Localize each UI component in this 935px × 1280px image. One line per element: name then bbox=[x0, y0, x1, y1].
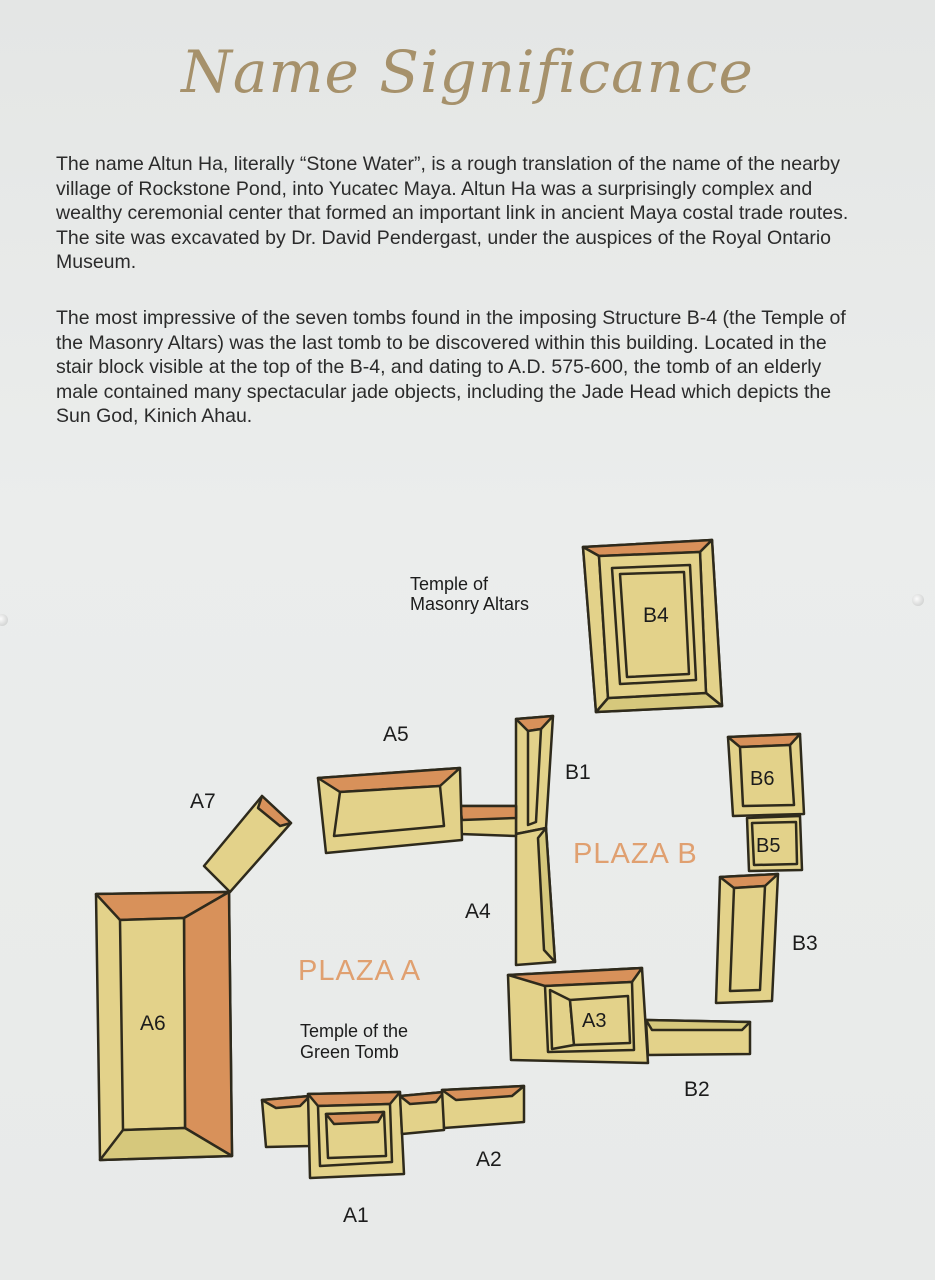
structure-a7 bbox=[204, 796, 291, 892]
label-a2: A2 bbox=[476, 1148, 502, 1171]
structure-a3 bbox=[508, 968, 648, 1063]
page-title: Name Significance bbox=[181, 38, 754, 106]
label-temple-masonry-2: Masonry Altars bbox=[410, 594, 530, 614]
label-b3: B3 bbox=[792, 932, 818, 955]
label-a6: A6 bbox=[140, 1012, 166, 1035]
structure-b1 bbox=[516, 716, 553, 834]
structure-a1 bbox=[262, 1092, 404, 1178]
label-a4: A4 bbox=[465, 900, 491, 923]
label-b2: B2 bbox=[684, 1078, 710, 1101]
structure-a5 bbox=[318, 768, 462, 853]
label-a5: A5 bbox=[383, 723, 409, 746]
label-b6: B6 bbox=[750, 768, 775, 790]
label-temple-green-2: Green Tomb bbox=[300, 1042, 399, 1062]
label-temple-green-1: Temple of the bbox=[300, 1021, 409, 1041]
structure-a4 bbox=[516, 828, 555, 965]
label-plaza-b: PLAZA B bbox=[573, 838, 698, 870]
label-temple-masonry-1: Temple of bbox=[410, 574, 489, 594]
label-b4: B4 bbox=[643, 604, 669, 627]
structure-a2 bbox=[400, 1086, 524, 1134]
connector-a5-b1 bbox=[460, 806, 516, 836]
structure-b2 bbox=[646, 1020, 750, 1055]
paragraph-tomb: The most impressive of the seven tombs found in the imposing Structure B-4 (the Temple of the Masonry Altars) was the last tomb to be discovered within this building. Located in the stair block visible at the top of the B-4, and dating to A.D. 575-600, the tomb of an elderly male contained many spectacular jade objects, including the Jade Head which depicts the Sun God, Kinich Ahau. bbox=[56, 307, 846, 427]
label-plaza-a: PLAZA A bbox=[298, 955, 422, 987]
paragraph-name-meaning: The name Altun Ha, literally “Stone Water”, is a rough translation of the name of the nearby village of Rockstone Pond, into Yucatec Maya. Altun Ha was a surprisingly complex and wealthy ceremonial center that formed an important link in ancient Maya costal trade routes. The site was excavated by Dr. David Pendergast, under the auspices of the Royal Ontario Museum. bbox=[56, 153, 849, 273]
label-a1: A1 bbox=[343, 1204, 369, 1227]
label-a7: A7 bbox=[190, 790, 216, 813]
structure-b3 bbox=[716, 874, 778, 1003]
label-b1: B1 bbox=[565, 761, 591, 784]
label-b5: B5 bbox=[756, 835, 781, 857]
label-a3: A3 bbox=[582, 1010, 607, 1032]
